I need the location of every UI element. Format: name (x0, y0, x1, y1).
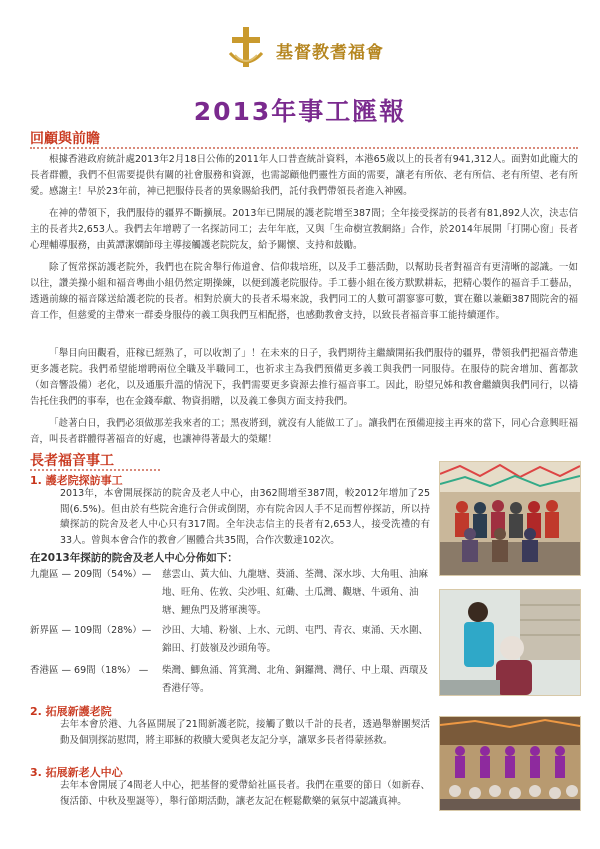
region-name: 香港區 — 69間（18%） — (30, 665, 149, 676)
item-text-visits: 2013年，本會開展探訪的院舍及老人中心，由362間增至387間，較2012年增加了25間(6.5%)。但由於有些院舍進行合併或倒閉，亦有院舍因人手不足而暫停探訪，所以持續探訪的院舍及老人中心只有317間。全年決志信主的長者有2,653人，接受洗禮的有33人。曾與本會合作的教會／團體合共35間，合作次數達102次。 (60, 488, 430, 546)
region-kowloon (30, 566, 430, 620)
region-districts: 沙田、大埔、粉嶺、上水、元朗、屯門、青衣、東涌、天水圍、錦田、打鼓嶺及沙頭角等。 (162, 625, 429, 654)
haircut-service-photo (439, 589, 581, 696)
section-heading-ministry: 長者福音事工 (30, 453, 114, 469)
item-heading-visits: 1. 護老院探訪事工 (30, 474, 123, 487)
paragraph-5: 「趁著白日，我們必須做那差我來者的工；黑夜將到，就沒有人能做工了」。讓我們在預備迎接主再來的當下，同心合意興旺福音，叫長者群體得著福音的好處，也讓神得著最大的榮耀！ (30, 418, 578, 445)
region-name: 新界區 — 109間（28%）— (30, 625, 152, 636)
item-heading-new-centres: 3. 拓展新老人中心 (30, 766, 123, 779)
region-name: 九龍區 — 209間（54%）— (30, 569, 152, 580)
region-hong-kong (30, 662, 430, 698)
section-heading-review: 回顧與前瞻 (30, 131, 100, 147)
praise-dance-photo (439, 716, 581, 811)
distribution-title: 在2013年探訪的院舍及老人中心分佈如下： (30, 552, 238, 564)
page-title: 2013年事工匯報 (193, 97, 407, 126)
section-divider (30, 147, 578, 149)
region-districts: 慈雲山、黃大仙、九龍塘、葵涌、荃灣、深水埗、大角咀、油麻地、旺角、佐敦、尖沙咀、紅磡、土瓜灣、觀塘、牛頭角、油塘、鯉魚門及將軍澳等。 (162, 569, 429, 616)
header (0, 20, 600, 80)
paragraph-1: 根據香港政府統計處2013年2月18日公佈的2011年人口普查統計資料，本港65歲以上的長者有941,312人。面對如此龐大的長者群體，我們不但需要提供有關的社會服務和資源，也需認顧他們靈性方面的需要，讓老有所依、老有所信、老有所望、老有所愛。感謝主！早於23年前，神已把服侍長者的異象賜給我們，託付我們帶領長者進入神國。 (30, 154, 578, 197)
item-heading-new-homes: 2. 拓展新護老院 (30, 705, 112, 718)
cross-logo-icon (226, 25, 266, 71)
section-divider (30, 469, 160, 471)
paragraph-3: 除了恆常探訪護老院外，我們也在院舍舉行佈道會、信仰栽培班，以及手工藝活動，以幫助長者對福音有更清晰的認識。一如以往，讚美操小組和福音粵曲小組仍然定期操練，以便到護老院服侍。手工藝小組在後方默默耕耘，把精心製作的福音手工藝品，透過前線的福音隊送給護老院的長者。相對於廣大的長者禾場來說，我們同工的人數可謂寥寥可數，實在難以兼顧387間院舍的福音工作，但慈愛的主帶來一群委身服侍的義工與我們互相配搭，也感動教會支持，以致長者福音事工能持續運作。 (30, 262, 578, 321)
item-text-new-homes: 去年本會於港、九各區開展了21間新護老院，接觸了數以千計的長者，透過舉辦團契活動及個別探訪慰問，將主耶穌的救贖大愛與老友記分享，讓眾多長者得蒙拯救。 (60, 719, 430, 746)
paragraph-4: 「舉目向田觀看，莊稼已經熟了，可以收割了」！在未來的日子，我們期待主繼續開拓我們服侍的疆界，帶領我們把福音帶進更多護老院。我們希望能增聘兩位全職及半職同工，也祈求主為我們預備更多義工與我們一同服侍。在服侍的院舍增加、舊都款（如音響設備）老化，以及通脹升溫的情況下，我們需要更多資源去推行福音事工。因此，盼望兄姊和教會繼續與我們同行，以禱告托住我們的事奉，也在金錢奉獻、物資捐贈，以及義工參與方面支持我們。 (30, 348, 578, 407)
paragraph-2: 在神的帶領下，我們服侍的疆界不斷擴展。2013年已開展的護老院增至387間；全年接受探訪的長者有81,892人次，決志信主的長者共2,653人。我們去年增聘了一名探訪同工；去年年底，又與「生命樹宣教網絡」合作，於2014年展開「打開心窗」長者心理輔導服務，由黃譚潔嫻師母主導接觸護老院院友，給予關懷、支持和鼓勵。 (30, 208, 578, 251)
region-new-territories (30, 622, 430, 658)
org-name: 基督教耆福會 (276, 43, 384, 63)
group-photo-elders (439, 461, 581, 576)
region-districts: 柴灣、鯽魚涌、筲箕灣、北角、銅鑼灣、灣仔、中上環、西環及香港仔等。 (162, 665, 429, 694)
item-text-new-centres: 去年本會開展了4間老人中心，把基督的愛帶給社區長者。我們在重要的節日（如新春、復活節、中秋及聖誕等），舉行節期活動，讓老友記在輕鬆歡樂的氣氛中認識真神。 (60, 780, 430, 807)
